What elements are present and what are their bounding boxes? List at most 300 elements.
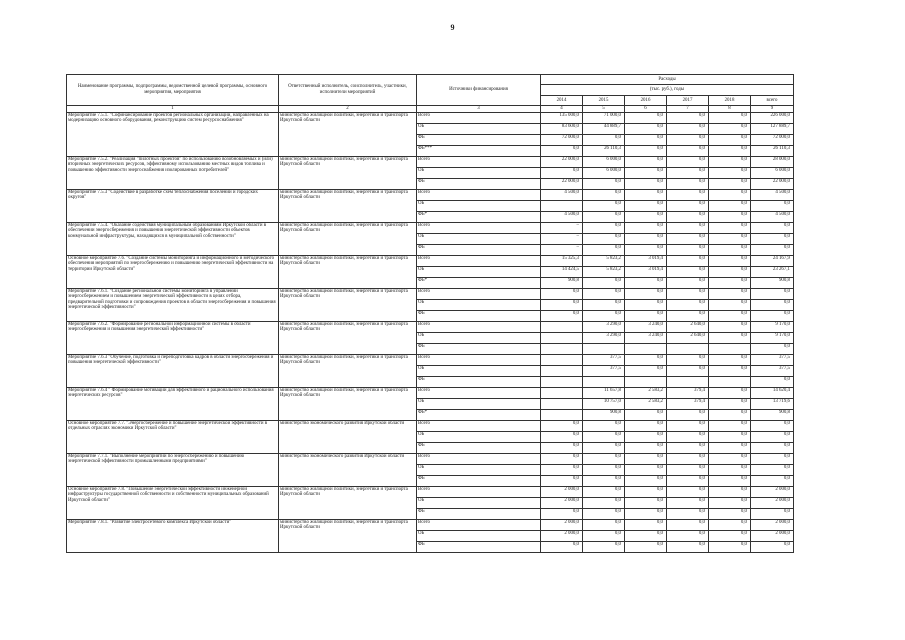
amount-cell: 4 500,0	[751, 211, 794, 222]
amount-cell: 0,0	[625, 189, 667, 200]
amount-cell: 0,0	[583, 508, 625, 519]
activity-name: Мероприятие 7.6.4 " Формирование мотивации для эффективного и рационального использования энергетических ресурсов"	[67, 387, 279, 420]
amount-cell: 44 889,7	[583, 123, 625, 134]
amount-cell: 0,0	[751, 233, 794, 244]
amount-cell: 0,0	[751, 453, 794, 464]
funding-source: ОБ	[417, 398, 541, 409]
amount-cell: 0,0	[667, 244, 709, 255]
funding-source: ФБ***	[417, 145, 541, 156]
amount-cell: 6 000,0	[751, 167, 794, 178]
amount-cell: 0,0	[709, 200, 751, 211]
amount-cell: 3 290,0	[583, 332, 625, 343]
amount-cell: 0,0	[751, 288, 794, 299]
header-unit: (тыс. руб.), годы	[541, 85, 794, 95]
amount-cell: 0,0	[667, 277, 709, 288]
funding-source: Всего	[417, 156, 541, 167]
amount-cell: 226 000,0	[751, 112, 794, 123]
activity-name: Мероприятие 7.7.1. "Выполнение мероприятий по энергосбережению и повышению энергетической эффективности промышленными предприятиями"	[67, 453, 279, 486]
amount-cell: 379,4	[667, 387, 709, 398]
amount-cell: 0,0	[625, 354, 667, 365]
amount-cell	[541, 354, 583, 365]
header-expenses: Расходы	[541, 75, 794, 85]
col-num-4: 4	[541, 106, 583, 113]
amount-cell: 0,0	[667, 310, 709, 321]
amount-cell: 0,0	[625, 530, 667, 541]
amount-cell: 0,0	[667, 431, 709, 442]
amount-cell: 0,0	[667, 134, 709, 145]
amount-cell: 0,0	[709, 530, 751, 541]
amount-cell: 127 889,7	[751, 123, 794, 134]
amount-cell: 0,0	[541, 420, 583, 431]
amount-cell: 2 000,0	[751, 486, 794, 497]
table-row	[67, 519, 794, 530]
amount-cell: 0,0	[709, 222, 751, 233]
amount-cell: 0,0	[667, 222, 709, 233]
amount-cell: 2 000,0	[541, 519, 583, 530]
table-row	[67, 387, 794, 398]
amount-cell: 0,0	[751, 310, 794, 321]
amount-cell: 5 823,2	[583, 266, 625, 277]
amount-cell: 0,0	[625, 112, 667, 123]
amount-cell: 11 657,8	[583, 387, 625, 398]
amount-cell: 0,0	[709, 189, 751, 200]
amount-cell	[625, 376, 667, 387]
amount-cell: 0,0	[709, 431, 751, 442]
amount-cell: 0,0	[625, 178, 667, 189]
header-row-1	[67, 75, 794, 85]
col-num-9: 9	[751, 106, 794, 113]
amount-cell: 0,0	[625, 453, 667, 464]
amount-cell: 0,0	[709, 211, 751, 222]
amount-cell: 0,0	[751, 222, 794, 233]
funding-source: ФБ	[417, 541, 541, 552]
amount-cell: 0,0	[583, 464, 625, 475]
amount-cell: 6 000,0	[583, 156, 625, 167]
page-number: 9	[450, 23, 455, 32]
amount-cell	[583, 376, 625, 387]
year-2018: 2018	[709, 95, 751, 105]
amount-cell: 0,0	[709, 541, 751, 552]
amount-cell: 0,0	[625, 233, 667, 244]
funding-source: ФБ	[417, 178, 541, 189]
amount-cell: 0,0	[583, 134, 625, 145]
col-num-8: 8	[709, 106, 751, 113]
amount-cell: 0,0	[667, 453, 709, 464]
amount-cell: 26 110,3	[751, 145, 794, 156]
amount-cell: 0,0	[709, 354, 751, 365]
amount-cell: 0,0	[709, 475, 751, 486]
executor: министерство жилищной политики, энергетики и транспорта Иркутской области	[279, 288, 417, 321]
executor: министерство экономического развития Иркутской области	[279, 453, 417, 486]
amount-cell	[541, 200, 583, 211]
funding-source: ФБ	[417, 376, 541, 387]
amount-cell: 0,0	[751, 200, 794, 211]
funding-source: Всего	[417, 189, 541, 200]
amount-cell: 0,0	[751, 464, 794, 475]
amount-cell: 22 000,0	[751, 178, 794, 189]
funding-source: ОБ	[417, 200, 541, 211]
funding-source: Всего	[417, 222, 541, 233]
funding-source: ФБ	[417, 343, 541, 354]
funding-source: ОБ	[417, 464, 541, 475]
amount-cell: 0,0	[667, 178, 709, 189]
amount-cell: 6 000,0	[583, 167, 625, 178]
amount-cell: 0,0	[709, 123, 751, 134]
amount-cell: 377,5	[583, 354, 625, 365]
amount-cell: 900,8	[541, 277, 583, 288]
amount-cell: 0,0	[583, 288, 625, 299]
amount-cell: 0,0	[667, 189, 709, 200]
amount-cell: 0,0	[751, 541, 794, 552]
amount-cell: 0,0	[667, 354, 709, 365]
amount-cell: 0,0	[751, 442, 794, 453]
amount-cell: 0,0	[667, 530, 709, 541]
activity-name: Мероприятие 7.5.3 "Содействие в разработке схем теплоснабжения поселений и городских округов"	[67, 189, 279, 222]
amount-cell: 0,0	[583, 233, 625, 244]
amount-cell: 22 000,0	[541, 178, 583, 189]
amount-cell: 28 000,0	[751, 156, 794, 167]
amount-cell: 24 167,9	[751, 255, 794, 266]
amount-cell: 900,8	[583, 409, 625, 420]
col-num-6: 6	[625, 106, 667, 113]
funding-source: ОБ	[417, 299, 541, 310]
col-num-3: 3	[417, 106, 541, 113]
amount-cell: 0,0	[625, 299, 667, 310]
amount-cell: 0,0	[583, 178, 625, 189]
amount-cell: 0,0	[583, 299, 625, 310]
table-row	[67, 453, 794, 464]
year-2017: 2017	[667, 95, 709, 105]
amount-cell: 0,0	[709, 453, 751, 464]
amount-cell: 377,5	[751, 365, 794, 376]
table-row	[67, 156, 794, 167]
amount-cell: 0,0	[625, 464, 667, 475]
amount-cell: 26 110,3	[583, 145, 625, 156]
amount-cell: 2 000,0	[751, 519, 794, 530]
activity-name: Основное мероприятие 7.6. "Создание системы мониторинга и информационного и методического обеспечения мероприятий по энергосбережению и повышению энергетической эффективности на территории Иркутской области"	[67, 255, 279, 288]
funding-source: Всего	[417, 288, 541, 299]
amount-cell: 0,0	[709, 178, 751, 189]
table-row	[67, 112, 794, 123]
table-row	[67, 255, 794, 266]
amount-cell: 13 719,6	[751, 398, 794, 409]
amount-cell: 0,0	[751, 508, 794, 519]
amount-cell: 4 500,0	[541, 189, 583, 200]
executor: министерство жилищной политики, энергетики и транспорта Иркутской области	[279, 189, 417, 222]
amount-cell: 0,0	[625, 508, 667, 519]
amount-cell: 0,0	[709, 134, 751, 145]
amount-cell: 0,0	[625, 310, 667, 321]
amount-cell: 0,0	[667, 486, 709, 497]
funding-source: Всего	[417, 486, 541, 497]
amount-cell: 0,0	[667, 200, 709, 211]
funding-source: Всего	[417, 519, 541, 530]
header-executor: Ответственный исполнитель, соисполнитель, участники, исполнители мероприятий	[279, 75, 417, 106]
amount-cell: 3 240,0	[625, 321, 667, 332]
amount-cell: 0,0	[541, 508, 583, 519]
amount-cell: 0,0	[667, 365, 709, 376]
executor: министерство жилищной политики, энергетики и транспорта Иркутской области	[279, 222, 417, 255]
amount-cell: 0,0	[709, 398, 751, 409]
executor: министерство жилищной политики, энергетики и транспорта Иркутской области	[279, 255, 417, 288]
amount-cell: 2 000,0	[541, 486, 583, 497]
amount-cell: 0,0	[583, 475, 625, 486]
amount-cell	[541, 376, 583, 387]
amount-cell: 0,0	[709, 288, 751, 299]
amount-cell: 3 290,0	[583, 321, 625, 332]
amount-cell: 0,0	[583, 519, 625, 530]
amount-cell: 0,0	[667, 266, 709, 277]
amount-cell: 0,0	[667, 145, 709, 156]
activity-name: Мероприятие 7.6.1. "Создание региональной системы мониторинга в управлении энергосбережением и повышением энергетической эффективности в целях отбора, предварительной подготовки и сопровождения проектов в области энергосбережения и повышения энергетической эффективности"	[67, 288, 279, 321]
amount-cell: 0,0	[625, 475, 667, 486]
amount-cell: 0,0	[583, 530, 625, 541]
amount-cell: 3 240,0	[625, 332, 667, 343]
amount-cell: 0,0	[667, 123, 709, 134]
funding-source: ОБ	[417, 266, 541, 277]
amount-cell: 0,0	[625, 134, 667, 145]
amount-cell: 2 000,0	[541, 530, 583, 541]
funding-source: ФБ	[417, 475, 541, 486]
amount-cell: 900,8	[751, 277, 794, 288]
table-row	[67, 420, 794, 431]
amount-cell: 4 500,0	[541, 211, 583, 222]
amount-cell: 0,0	[583, 541, 625, 552]
amount-cell: 0,0	[667, 233, 709, 244]
amount-cell: 0,0	[583, 277, 625, 288]
funding-source: ОБ	[417, 431, 541, 442]
amount-cell	[625, 343, 667, 354]
funding-source: ОБ	[417, 332, 541, 343]
amount-cell: 22 000,0	[541, 156, 583, 167]
funding-source: ОБ	[417, 233, 541, 244]
amount-cell: 0,0	[625, 123, 667, 134]
amount-cell: 0,0	[625, 277, 667, 288]
amount-cell: 0,0	[667, 519, 709, 530]
amount-cell: 10 757,0	[583, 398, 625, 409]
amount-cell: 23 267,1	[751, 266, 794, 277]
amount-cell: –	[541, 222, 583, 233]
amount-cell: 0,0	[667, 112, 709, 123]
executor: министерство жилищной политики, энергетики и транспорта Иркутской области	[279, 519, 417, 552]
amount-cell: 0,0	[667, 211, 709, 222]
amount-cell: 0,0	[667, 464, 709, 475]
amount-cell: 2 640,0	[667, 332, 709, 343]
amount-cell: 0,0	[667, 541, 709, 552]
amount-cell: –	[541, 244, 583, 255]
amount-cell: 0,0	[625, 486, 667, 497]
amount-cell: 0,0	[667, 475, 709, 486]
amount-cell: 2 583,2	[625, 398, 667, 409]
amount-cell: 72 000,0	[541, 134, 583, 145]
header-source: Источники финансирования	[417, 75, 541, 106]
amount-cell: 0,0	[667, 255, 709, 266]
amount-cell	[583, 343, 625, 354]
amount-cell	[541, 332, 583, 343]
amount-cell: 0,0	[541, 431, 583, 442]
table-row	[67, 288, 794, 299]
amount-cell: 900,8	[751, 409, 794, 420]
amount-cell: 0,0	[625, 200, 667, 211]
funding-source: Всего	[417, 321, 541, 332]
amount-cell: 2 000,0	[751, 497, 794, 508]
amount-cell: 0,0	[583, 420, 625, 431]
amount-cell: 0,0	[541, 453, 583, 464]
amount-cell: 0,0	[583, 497, 625, 508]
amount-cell: 0,0	[583, 453, 625, 464]
amount-cell: 14 620,4	[751, 387, 794, 398]
amount-cell: 0,0	[667, 420, 709, 431]
column-numbers-row	[67, 106, 794, 113]
funding-source: ФБ*	[417, 277, 541, 288]
executor: министерство жилищной политики, энергетики и транспорта Иркутской области	[279, 112, 417, 156]
funding-source: ФБ*	[417, 409, 541, 420]
amount-cell: 0,0	[583, 189, 625, 200]
funding-source: ФБ	[417, 442, 541, 453]
amount-cell: 0,0	[541, 288, 583, 299]
amount-cell: 0,0	[709, 310, 751, 321]
amount-cell: 0,0	[709, 299, 751, 310]
amount-cell: 72 000,0	[751, 134, 794, 145]
amount-cell: 0,0	[709, 156, 751, 167]
amount-cell: 0,0	[541, 541, 583, 552]
amount-cell: 2 583,2	[625, 387, 667, 398]
amount-cell: 0,0	[625, 420, 667, 431]
amount-cell: 2 640,0	[667, 321, 709, 332]
amount-cell	[709, 343, 751, 354]
amount-cell: 0,0	[625, 409, 667, 420]
col-num-1: 1	[67, 106, 279, 113]
amount-cell: 0,0	[541, 299, 583, 310]
amount-cell: 2 000,0	[541, 497, 583, 508]
col-num-2: 2	[279, 106, 417, 113]
amount-cell: 379,4	[667, 398, 709, 409]
amount-cell: 0,0	[751, 244, 794, 255]
funding-source: ОБ	[417, 365, 541, 376]
amount-cell: 0,0	[667, 156, 709, 167]
executor: министерство жилищной политики, энергетики и транспорта Иркутской области	[279, 387, 417, 420]
amount-cell: 0,0	[583, 244, 625, 255]
amount-cell: 0,0	[541, 475, 583, 486]
expenses-table	[66, 74, 794, 553]
amount-cell: 0,0	[667, 409, 709, 420]
amount-cell: 0,0	[625, 431, 667, 442]
table-row	[67, 486, 794, 497]
amount-cell: 0,0	[667, 442, 709, 453]
activity-name: Основное мероприятие 7.7. "Энергосбережение и повышение энергетической эффективности в отдельных отраслях экономики Иркутской области"	[67, 420, 279, 453]
amount-cell: 0,0	[667, 167, 709, 178]
amount-cell: 0,0	[751, 420, 794, 431]
funding-source: Всего	[417, 420, 541, 431]
year-2014: 2014	[541, 95, 583, 105]
amount-cell: 71 000,0	[583, 112, 625, 123]
funding-source: Всего	[417, 387, 541, 398]
amount-cell	[667, 376, 709, 387]
amount-cell: 0,0	[625, 442, 667, 453]
activity-name: Мероприятие 7.6.2. "Формирование региональной информационной системы в области энергосбережения и повышения энергетической эффективности"	[67, 321, 279, 354]
amount-cell: 0,0	[667, 508, 709, 519]
amount-cell: 0,0	[709, 255, 751, 266]
amount-cell: 0,0	[709, 266, 751, 277]
amount-cell: –	[541, 233, 583, 244]
amount-cell: 0,0	[751, 376, 794, 387]
amount-cell: 4 500,0	[751, 189, 794, 200]
activity-name: Мероприятие 7.5.2. "Реализация "пилотных проектов" по использованию возобновляемых и (или) вторичных энергетических ресурсов, эффективному использованию местных видов топлива и повышению эффективности энергоснабжения изолированных потребителей"	[67, 156, 279, 189]
amount-cell: 0,0	[625, 541, 667, 552]
amount-cell: 0,0	[625, 497, 667, 508]
activity-name: Мероприятие 7.6.3 "Обучение, подготовка и переподготовка кадров в области энергосбережения и повышения энергетической эффективности"	[67, 354, 279, 387]
amount-cell: 0,0	[541, 145, 583, 156]
table-row	[67, 354, 794, 365]
amount-cell: 0,0	[709, 409, 751, 420]
amount-cell	[667, 343, 709, 354]
amount-cell	[541, 343, 583, 354]
amount-cell: 0,0	[583, 222, 625, 233]
amount-cell: 0,0	[709, 497, 751, 508]
amount-cell: 0,0	[583, 200, 625, 211]
funding-source: ОБ	[417, 123, 541, 134]
activity-name: Мероприятие 7.8.1. "Развитие электросетевого комплекса Иркутской области"	[67, 519, 279, 552]
funding-source: Всего	[417, 112, 541, 123]
amount-cell: 0,0	[709, 112, 751, 123]
amount-cell: 135 000,0	[541, 112, 583, 123]
amount-cell: 0,0	[625, 211, 667, 222]
amount-cell: 0,0	[541, 167, 583, 178]
amount-cell: 0,0	[625, 222, 667, 233]
amount-cell: 0,0	[709, 365, 751, 376]
table-row	[67, 189, 794, 200]
funding-source: ФБ*	[417, 211, 541, 222]
amount-cell: 0,0	[709, 486, 751, 497]
executor: министерство жилищной политики, энергетики и транспорта Иркутской области	[279, 354, 417, 387]
amount-cell: 0,0	[709, 464, 751, 475]
amount-cell: 2 000,0	[751, 530, 794, 541]
amount-cell: 0,0	[667, 497, 709, 508]
amount-cell: 0,0	[751, 299, 794, 310]
amount-cell: 377,5	[751, 354, 794, 365]
amount-cell: 9 170,0	[751, 332, 794, 343]
col-num-7: 7	[667, 106, 709, 113]
amount-cell: 0,0	[751, 431, 794, 442]
amount-cell: 0,0	[709, 332, 751, 343]
amount-cell: 0,0	[709, 321, 751, 332]
amount-cell	[709, 376, 751, 387]
amount-cell	[541, 387, 583, 398]
amount-cell: 0,0	[625, 519, 667, 530]
amount-cell: 0,0	[583, 211, 625, 222]
amount-cell: 0,0	[709, 167, 751, 178]
amount-cell: 0,0	[625, 244, 667, 255]
amount-cell: 0,0	[751, 343, 794, 354]
funding-source: ОБ	[417, 497, 541, 508]
amount-cell: 0,0	[709, 387, 751, 398]
amount-cell: 0,0	[709, 233, 751, 244]
activity-name: Мероприятие 7.5.1. "Софинансирование проектов региональных организаций, направленных на модернизацию основного оборудования, реконструкцию систем ресурсоснабжения"	[67, 112, 279, 156]
table-row	[67, 222, 794, 233]
amount-cell	[541, 398, 583, 409]
funding-source: ФБ	[417, 244, 541, 255]
amount-cell: 0,0	[541, 464, 583, 475]
amount-cell: 0,0	[541, 442, 583, 453]
amount-cell: 0,0	[583, 431, 625, 442]
year-2016: 2016	[625, 95, 667, 105]
table-row	[67, 321, 794, 332]
amount-cell: 83 600,0	[541, 123, 583, 134]
executor: министерство жилищной политики, энергетики и транспорта Иркутской области	[279, 156, 417, 189]
amount-cell: 0,0	[709, 420, 751, 431]
col-num-5: 5	[583, 106, 625, 113]
amount-cell: 0,0	[625, 365, 667, 376]
